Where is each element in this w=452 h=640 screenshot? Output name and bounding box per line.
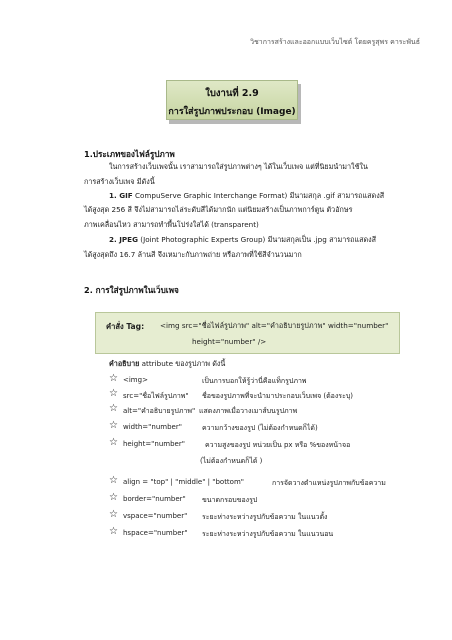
gif-label: 1. GIF <box>109 191 133 200</box>
attribute-key: align = "top" | "middle" | "bottom" <box>123 478 244 486</box>
attribute-desc: แสดงภาพเมื่อวางเมาส์บนรูปภาพ <box>199 407 298 415</box>
attribute-desc: ขนาดกรอบของรูป <box>202 496 258 504</box>
jpeg-label: 2. JPEG <box>109 235 138 244</box>
star-outline-icon: ☆ <box>109 388 118 399</box>
worksheet-number: ใบงานที่ 2.9 <box>205 88 259 99</box>
command-code-line1: <img src="ชื่อไฟล์รูปภาพ" alt="คำอธิบายรูปภาพ" width="number" <box>160 321 389 330</box>
gif-text: CompuServe Graphic Interchange Format) มีนามสกุล .gif สามารถแสดงสี <box>135 191 385 200</box>
attribute-key: src="ชื่อไฟล์รูปภาพ" <box>123 392 189 400</box>
attribute-key: vspace="number" <box>123 512 188 520</box>
star-outline-icon: ☆ <box>109 437 118 448</box>
star-outline-icon: ☆ <box>109 403 118 414</box>
attribute-desc: การจัดวางตำแหน่งรูปภาพกับข้อความ <box>272 479 386 487</box>
attribute-desc: ระยะห่างระหว่างรูปกับข้อความ ในแนวตั้ง <box>202 513 328 521</box>
attribute-desc: ระยะห่างระหว่างรูปกับข้อความ ในแนวนอน <box>202 530 334 538</box>
attribute-key: border="number" <box>123 495 186 503</box>
explain-text: attribute ของรูปภาพ ดังนี้ <box>139 359 226 368</box>
command-code-line2: height="number" /> <box>192 337 267 346</box>
attribute-desc: ชื่อของรูปภาพที่จะนำมาประกอบเว็บเพจ (ต้องระบุ) <box>202 392 354 400</box>
star-outline-icon: ☆ <box>109 492 118 503</box>
attribute-desc: ความกว้างของรูป (ไม่ต้องกำหนดก็ได้) <box>202 424 318 432</box>
gif-line3: ภาพเคลื่อนไหว สามารถทำพื้นโปร่งใสได้ (transparent) <box>84 220 259 229</box>
star-outline-icon: ☆ <box>109 509 118 520</box>
section1-heading: 1.ประเภทของไฟล์รูปภาพ <box>84 149 175 159</box>
attribute-key: width="number" <box>123 423 182 431</box>
attribute-key: hspace="number" <box>123 529 188 537</box>
gif-line2: ได้สูงสุด 256 สี จึงไม่สามารถไล่ระดับสีได้มากนัก แต่นิยมสร้างเป็นภาพการ์ตูน ตัวอักษร <box>84 205 353 214</box>
attribute-key: height="number" <box>123 440 185 448</box>
section1-intro-line1: ในการสร้างเว็บเพจนั้น เราสามารถใส่รูปภาพต่างๆ ได้ในเว็บเพจ แต่ที่นิยมนำมาใช้ใน <box>109 162 368 171</box>
attribute-key: <img> <box>123 376 148 384</box>
attribute-key: alt="คำอธิบายรูปภาพ" <box>123 407 196 415</box>
explain-label: คำอธิบาย <box>109 359 140 368</box>
star-outline-icon: ☆ <box>109 475 118 486</box>
section2-heading: 2. การใส่รูปภาพในเว็บเพจ <box>84 285 179 295</box>
attribute-desc: ความสูงของรูป หน่วยเป็น px หรือ %ของหน้าจอ <box>205 441 351 449</box>
command-label: คำสั่ง Tag: <box>106 322 145 331</box>
jpeg-line2: ได้สูงสุดถึง 16.7 ล้านสี จึงเหมาะกับภาพถ่าย หรือภาพที่ใช้สีจำนวนมาก <box>84 250 302 259</box>
star-outline-icon: ☆ <box>109 373 118 384</box>
height-note: (ไม่ต้องกำหนดก็ได้ ) <box>200 457 263 465</box>
jpeg-text: (Joint Photographic Experts Group) มีนามสกุลเป็น .jpg สามารถแสดงสี <box>140 235 377 244</box>
star-outline-icon: ☆ <box>109 420 118 431</box>
page-header: วิชาการสร้างและออกแบบเว็บไซต์ โดยครูสุพร คาระพันธ์ <box>250 38 420 46</box>
section1-intro-line2: การสร้างเว็บเพจ มีดังนี้ <box>84 177 155 186</box>
attribute-desc: เป็นการบอกให้รู้ว่านี่คือแท็กรูปภาพ <box>202 377 307 385</box>
worksheet-title: การใส่รูปภาพประกอบ (Image) <box>168 107 296 117</box>
star-outline-icon: ☆ <box>109 526 118 537</box>
